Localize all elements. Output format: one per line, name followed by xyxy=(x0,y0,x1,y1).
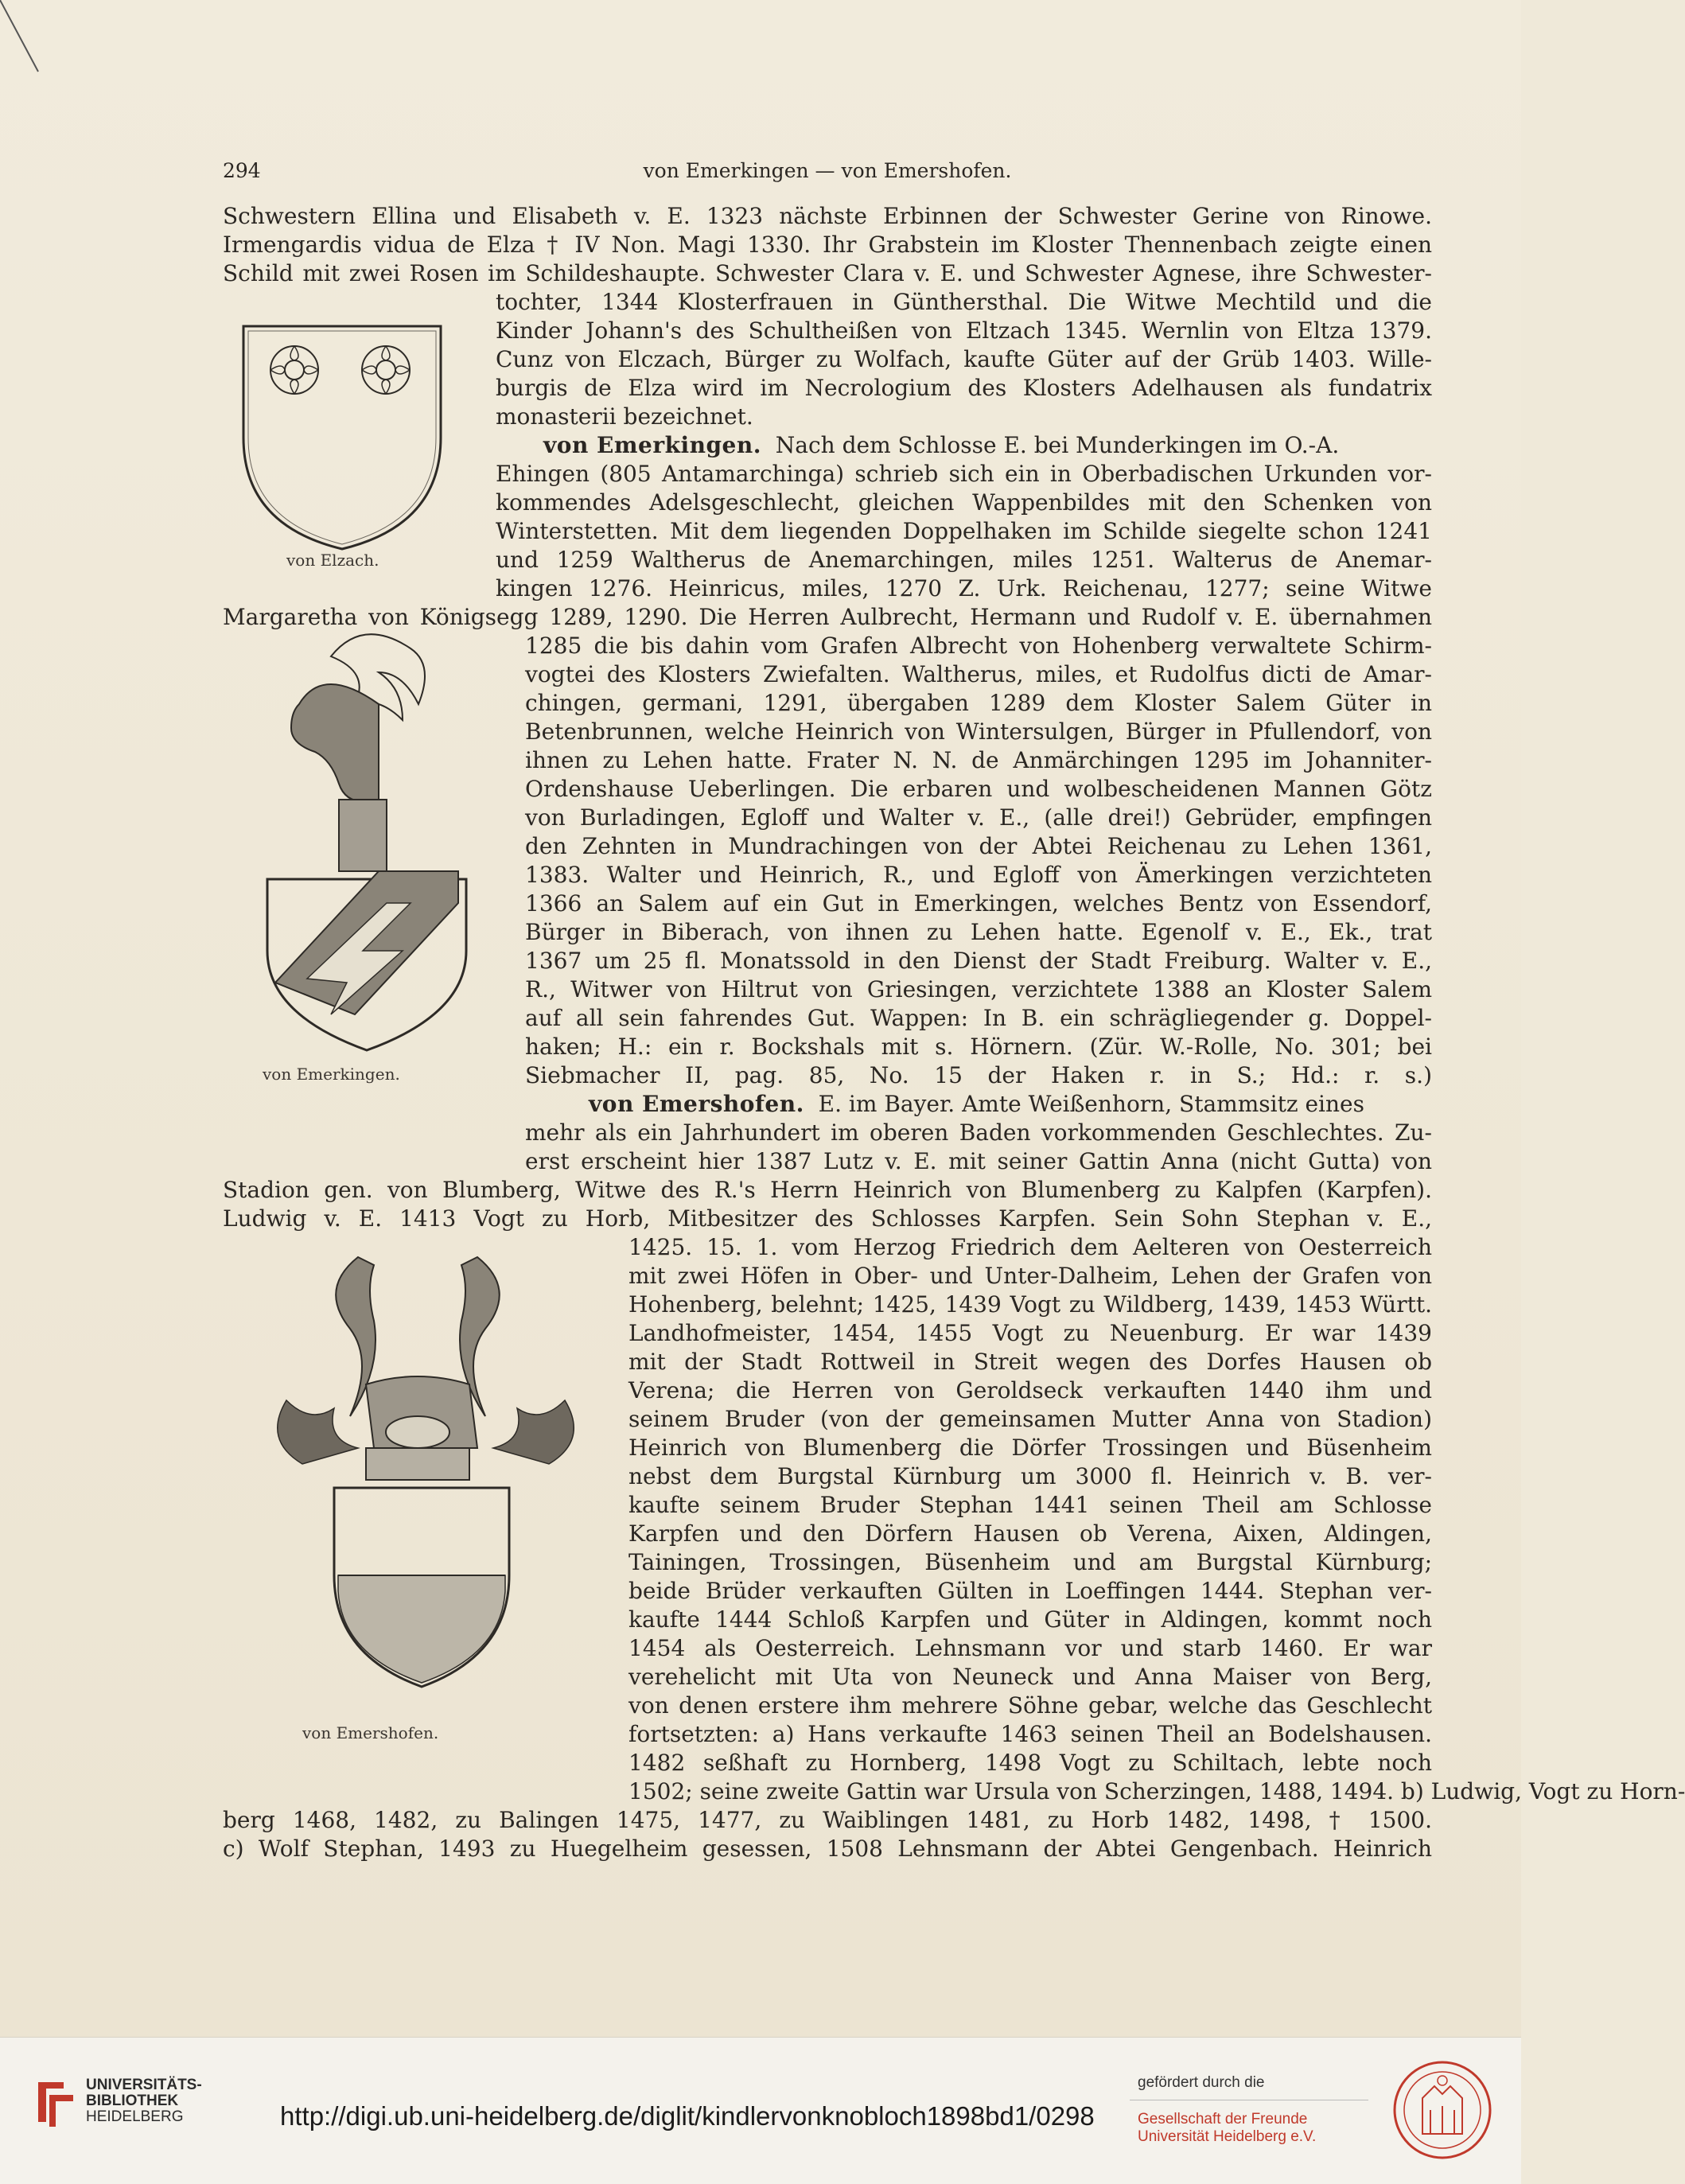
library-name-line: BIBLIOTHEK xyxy=(86,2093,179,2109)
text-line: Betenbrunnen, welche Heinrich von Wintersulgen, Bürger in Pfullendorf, von xyxy=(525,718,1432,745)
heading-emershofen: von Emershofen. xyxy=(589,1091,804,1117)
funding-label: gefördert durch die xyxy=(1138,2074,1265,2091)
page-corner-mark xyxy=(0,0,48,80)
text-line: erst erscheint hier 1387 Lutz v. E. mit seiner Gattin Anna (nicht Gutta) von xyxy=(525,1148,1432,1174)
rose-icon xyxy=(270,346,318,394)
text-line: chingen, germani, 1291, übergaben 1289 dem Kloster Salem Güter in xyxy=(525,690,1432,716)
emerkingen-coat-of-arms xyxy=(220,617,490,1062)
text-line: 1367 um 25 fl. Monatssold in den Dienst der Stadt Freiburg. Walter v. E., xyxy=(525,948,1432,974)
emershofen-coat-of-arms xyxy=(239,1241,613,1703)
section-line-emerkingen xyxy=(543,431,1432,460)
text-line: mit der Stadt Rottweil in Streit wegen des Dorfes Hausen ob xyxy=(628,1349,1432,1375)
text-line: fortsetzten: a) Hans verkaufte 1463 seinen Theil an Bodelshausen. xyxy=(628,1721,1432,1747)
elzach-coat-of-arms xyxy=(239,318,446,557)
text-line: Winterstetten. Mit dem liegenden Doppelhaken im Schilde siegelte schon 1241 xyxy=(496,518,1432,544)
text-line: Karpfen und den Dörfern Hausen ob Verena, Aixen, Aldingen, xyxy=(628,1520,1432,1547)
text-line: haken; H.: ein r. Bockshals mit s. Hörnern. (Zür. W.-Rolle, No. 301; bei xyxy=(525,1034,1432,1060)
text-line: 1425. 15. 1. vom Herzog Friedrich dem Aelteren von Oesterreich xyxy=(628,1234,1432,1260)
page-number: 294 xyxy=(223,159,261,182)
permalink-url[interactable]: http://digi.ub.uni-heidelberg.de/diglit/kindlervonknobloch1898bd1/0298 xyxy=(280,2101,1095,2131)
text-line: seinem Bruder (von der gemeinsamen Mutter Anna von Stadion) xyxy=(628,1406,1432,1432)
text-line: c) Wolf Stephan, 1493 zu Huegelheim gesessen, 1508 Lehnsmann der Abtei Gengenbach. Heinrich xyxy=(223,1836,1432,1862)
text-line: mit zwei Höfen in Ober- und Unter-Dalheim, Lehen der Grafen von xyxy=(628,1263,1432,1289)
text-line: Bürger in Biberach, von ihnen zu Lehen hatte. Egenolf v. E., Ek., trat xyxy=(525,919,1432,945)
text-line: Kinder Johann's des Schultheißen von Eltzach 1345. Wernlin von Eltza 1379. xyxy=(496,317,1432,344)
text-line: Schild mit zwei Rosen im Schildeshaupte. Schwester Clara v. E. und Schwester Agnese, ihre Schwester- xyxy=(223,260,1432,286)
text-line: 1454 als Oesterreich. Lehnsmann vor und starb 1460. Er war xyxy=(628,1635,1432,1661)
text-line xyxy=(223,1863,1432,1892)
running-title: von Emerkingen — von Emershofen. xyxy=(643,159,1012,182)
text-line: Ludwig v. E. 1413 Vogt zu Horb, Mitbesitzer des Schlosses Karpfen. Sein Sohn Stephan v. E., xyxy=(223,1205,1432,1232)
emershofen-caption: von Emershofen. xyxy=(302,1723,439,1742)
text-line: ihnen zu Lehen hatte. Frater N. N. de Anmärchingen 1295 im Johanniter- xyxy=(525,747,1432,773)
text-line: vogtei des Klosters Zwiefalten. Waltherus, miles, et Rudolfus dicti de Amar- xyxy=(525,661,1432,687)
text-line: und 1259 Waltherus de Anemarchingen, miles 1251. Walterus de Anemar- xyxy=(496,547,1432,573)
library-name xyxy=(86,2077,202,2125)
text-line: Siebmacher II, pag. 85, No. 15 der Haken r. in S.; Hd.: r. s.) xyxy=(525,1062,1432,1088)
text-line: verehelicht mit Uta von Neuneck und Anna Maiser von Berg, xyxy=(628,1664,1432,1690)
library-logo-icon xyxy=(32,2074,80,2130)
text-line: Margaretha von Königsegg 1289, 1290. Die Herren Aulbrecht, Hermann und Rudolf v. E. übernahmen xyxy=(223,604,1432,630)
text-line: Schwestern Ellina und Elisabeth v. E. 1323 nächste Erbinnen der Schwester Gerine von Rinowe. xyxy=(223,203,1432,229)
text-line: kaufte seinem Bruder Stephan 1441 seinen Theil am Schlosse xyxy=(628,1492,1432,1518)
text-line: nebst dem Burgstal Kürnburg um 3000 fl. Heinrich v. B. ver- xyxy=(628,1463,1432,1489)
university-seal-icon xyxy=(1391,2058,1494,2162)
viewer-footer xyxy=(0,2037,1521,2184)
text-line: 1502; seine zweite Gattin war Ursula von Scherzingen, 1488, 1494. b) Ludwig, Vogt zu Horn- xyxy=(628,1778,1685,1804)
text-line: von Burladingen, Egloff und Walter v. E., (alle drei!) Gebrüder, empfingen xyxy=(525,804,1432,831)
running-header xyxy=(223,159,1432,191)
text-line: auf all sein fahrendes Gut. Wappen: In B. ein schrägliegender g. Doppel- xyxy=(525,1005,1432,1031)
text-line: den Zehnten in Mundrachingen von der Abtei Reichenau zu Lehen 1361, xyxy=(525,833,1432,859)
text-line: Cunz von Elczach, Bürger zu Wolfach, kaufte Güter auf der Grüb 1403. Wille- xyxy=(496,346,1432,372)
emerkingen-caption: von Emerkingen. xyxy=(263,1065,400,1084)
text-line: Nach dem Schlosse E. bei Munderkingen im O.-A. xyxy=(775,432,1340,458)
text-line: kingen 1276. Heinricus, miles, 1270 Z. Urk. Reichenau, 1277; seine Witwe xyxy=(496,575,1432,601)
text-line: tochter, 1344 Klosterfrauen in Günthersthal. Die Witwe Mechtild und die xyxy=(496,289,1432,315)
sponsor-name xyxy=(1138,2111,1316,2146)
text-line: 1482 seßhaft zu Hornberg, 1498 Vogt zu Schiltach, lebte noch xyxy=(628,1750,1432,1776)
text-line: 1366 an Salem auf ein Gut in Emerkingen, welches Bentz von Essendorf, xyxy=(525,890,1432,917)
text-line: von denen erstere ihm mehrere Söhne gebar, welche das Geschlecht xyxy=(628,1692,1432,1719)
text-line: 1285 die bis dahin vom Grafen Albrecht von Hohenberg verwaltete Schirm- xyxy=(525,633,1432,659)
text-line: beide Brüder verkauften Gülten in Loeffingen 1444. Stephan ver- xyxy=(628,1578,1432,1604)
text-line: kaufte 1444 Schloß Karpfen und Güter in Aldingen, kommt noch xyxy=(628,1606,1432,1633)
sponsor-name-line: Gesellschaft der Freunde xyxy=(1138,2111,1308,2128)
text-line: monasterii bezeichnet. xyxy=(496,403,753,430)
text-line: berg 1468, 1482, zu Balingen 1475, 1477, zu Waiblingen 1481, zu Horb 1482, 1498, † 1500. xyxy=(223,1807,1432,1833)
text-line: kommendes Adelsgeschlecht, gleichen Wappenbildes mit den Schenken von xyxy=(496,489,1432,516)
library-name-line: UNIVERSITÄTS- xyxy=(86,2077,202,2093)
text-line: Verena; die Herren von Geroldseck verkauften 1440 ihm und xyxy=(628,1377,1432,1403)
text-line: Tainingen, Trossingen, Büsenheim und am Burgstal Kürnburg; xyxy=(628,1549,1432,1575)
text-line: Hohenberg, belehnt; 1425, 1439 Vogt zu Wildberg, 1439, 1453 Württ. xyxy=(628,1291,1432,1318)
text-line: burgis de Elza wird im Necrologium des Klosters Adelhausen als fundatrix xyxy=(496,375,1432,401)
text-line: E. im Bayer. Amte Weißenhorn, Stammsitz eines xyxy=(818,1091,1364,1117)
elzach-caption: von Elzach. xyxy=(286,551,379,570)
text-line: R., Witwer von Hiltrut von Griesingen, verzichtete 1388 an Kloster Salem xyxy=(525,976,1432,1002)
heading-emerkingen: von Emerkingen. xyxy=(543,432,761,458)
text-line: 1383. Walter und Heinrich, R., und Egloff von Ämerkingen verzichteten xyxy=(525,862,1432,888)
sponsor-name-line: Universität Heidelberg e.V. xyxy=(1138,2128,1317,2145)
library-name-line: HEIDELBERG xyxy=(86,2108,184,2125)
section-line-emershofen xyxy=(589,1090,1432,1119)
rose-icon xyxy=(362,346,410,394)
text-line: Ehingen (805 Antamarchinga) schrieb sich ein in Oberbadischen Urkunden vor- xyxy=(496,461,1432,487)
text-line: Landhofmeister, 1454, 1455 Vogt zu Neuenburg. Er war 1439 xyxy=(628,1320,1432,1346)
text-line: Stadion gen. von Blumberg, Witwe des R.'s Herrn Heinrich von Blumenberg zu Kalpfen (Karpfen). xyxy=(223,1177,1432,1203)
text-line: Ordenshause Ueberlingen. Die erbaren und wolbescheidenen Mannen Götz xyxy=(525,776,1432,802)
text-line: mehr als ein Jahrhundert im oberen Baden vorkommenden Geschlechtes. Zu- xyxy=(525,1119,1432,1146)
text-line: Irmengardis vidua de Elza † IV Non. Magi 1330. Ihr Grabstein im Kloster Thennenbach zeigte einen xyxy=(223,232,1432,258)
text-line: Heinrich von Blumenberg die Dörfer Trossingen und Büsenheim xyxy=(628,1435,1432,1461)
